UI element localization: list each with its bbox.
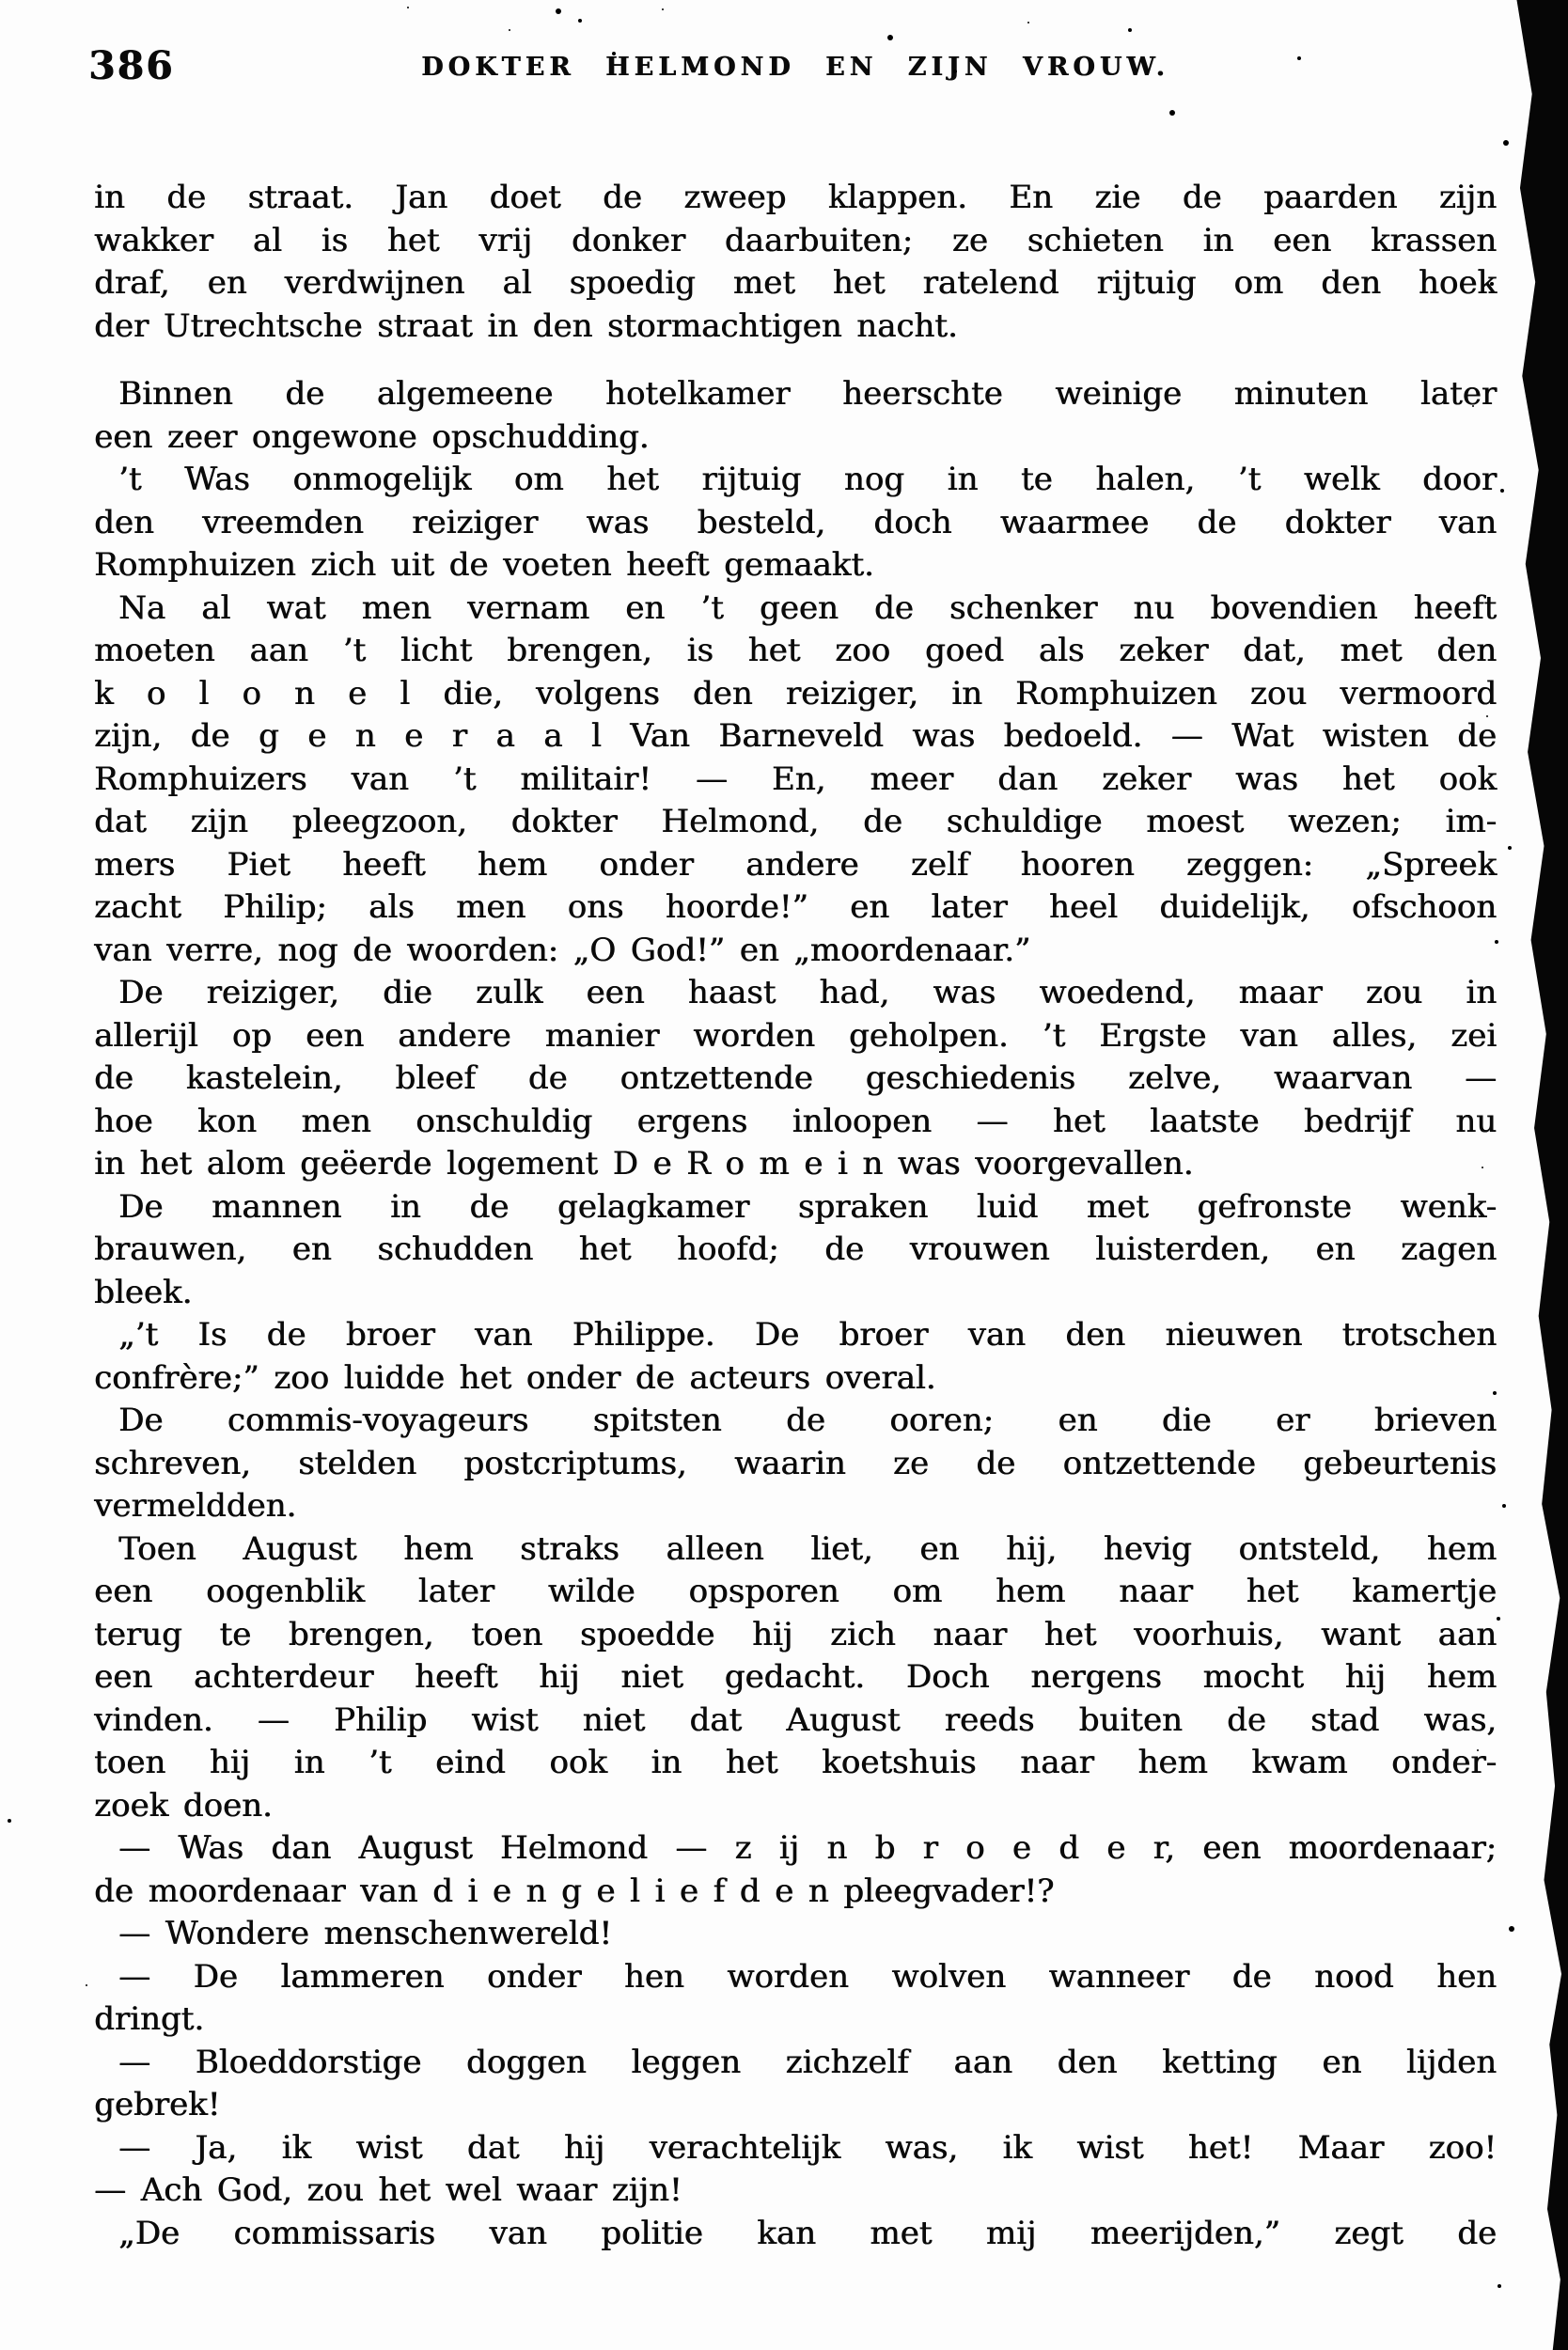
text-line: in het alom geëerde logement D e R o m e i n was voorgevallen. xyxy=(94,1145,1194,1183)
paragraph xyxy=(94,1314,1497,1400)
text-line: — Ja, ik wist dat hij verachtelijk was, ik wist het! Maar zoo! xyxy=(118,2128,1497,2167)
paragraph xyxy=(94,1528,1497,1828)
text-line: Toen August hem straks alleen liet, en hij, hevig ontsteld, hem xyxy=(118,1529,1497,1568)
body-text xyxy=(94,177,1497,2255)
text-line: De commis-voyageurs spitsten de ooren; en die er brieven xyxy=(118,1402,1497,1439)
paragraph xyxy=(94,1913,1497,1956)
text-line: confrère;” zoo luidde het onder de acteurs overal. xyxy=(94,1358,936,1397)
text-line: wakker al is het vrij donker daarbuiten; ze schieten in een krassen xyxy=(94,221,1497,259)
paragraph xyxy=(94,373,1497,459)
text-line: vinden. — Philip wist niet dat August reeds buiten de stad was, xyxy=(94,1700,1497,1739)
text-line: hoe kon men onschuldig ergens inloopen — het laatste bedrijf nu xyxy=(94,1102,1497,1140)
paragraph xyxy=(94,1827,1497,1913)
page-number: 386 xyxy=(88,43,175,88)
text-line: gebrek! xyxy=(94,2086,221,2123)
text-line: brauwen, en schudden het hoofd; de vrouwen luisterden, en zagen xyxy=(94,1230,1497,1268)
text-line: dat zijn pleegzoon, dokter Helmond, de schuldige moest wezen; im- xyxy=(94,803,1497,840)
paragraph xyxy=(94,2213,1497,2256)
text-line: mers Piet heeft hem onder andere zelf hooren zeggen: „Spreek xyxy=(94,845,1497,884)
text-line: Na al wat men vernam en ’t geen de schenker nu bovendien heeft xyxy=(118,588,1497,627)
text-line: bleek. xyxy=(94,1273,193,1311)
text-line: een oogenblik later wilde opsporen om hem naar het kamertje xyxy=(94,1573,1497,1610)
paragraph xyxy=(94,1956,1497,2042)
text-line: ’t Was onmogelijk om het rijtuig nog in te halen, ’t welk door xyxy=(118,461,1497,498)
text-line: de kastelein, bleef de ontzettende geschiedenis zelve, waarvan — xyxy=(94,1059,1497,1097)
paragraph xyxy=(94,2042,1497,2127)
paragraph xyxy=(94,972,1497,1186)
text-line: de moordenaar van d i e n g e l i e f d e n pleegvader!? xyxy=(94,1872,1055,1910)
text-line: Binnen de algemeene hotelkamer heerschte weinige minuten later xyxy=(118,375,1497,413)
paragraph xyxy=(94,2170,1497,2213)
text-line: draf, en verdwijnen al spoedig met het ratelend rijtuig om den hoek xyxy=(94,264,1497,302)
text-line: dringt. xyxy=(94,2000,205,2038)
scan-speckles xyxy=(0,0,4,4)
text-line: een zeer ongewone opschudding. xyxy=(94,417,650,456)
text-line: zacht Philip; als men ons hoorde!” en later heel duidelijk, ofschoon xyxy=(94,888,1497,926)
text-line: — Was dan August Helmond — z ij n b r o e d e r, een moordenaar; xyxy=(118,1829,1497,1867)
text-line: terug te brengen, toen spoedde hij zich naar het voorhuis, want aan xyxy=(94,1615,1497,1653)
text-line: in de straat. Jan doet de zweep klappen. En zie de paarden zijn xyxy=(94,179,1497,216)
text-line: vermeldden. xyxy=(94,1487,297,1525)
text-line: De mannen in de gelagkamer spraken luid met gefronste wenk- xyxy=(118,1187,1497,1226)
paragraph xyxy=(94,2127,1497,2170)
text-line: Romphuizen zich uit de voeten heeft gemaakt. xyxy=(94,546,874,584)
text-line: den vreemden reiziger was besteld, doch waarmee de dokter van xyxy=(94,503,1497,541)
text-line: van verre, nog de woorden: „O God!” en „moordenaar.” xyxy=(94,931,1031,969)
text-line: Romphuizers van ’t militair! — En, meer dan zeker was het ook xyxy=(94,760,1497,798)
text-line: — Wondere menschenwereld! xyxy=(118,1915,612,1952)
paragraph xyxy=(94,459,1497,588)
text-line: — De lammeren onder hen worden wolven wanneer de nood hen xyxy=(118,1957,1497,1996)
text-line: zoek doen. xyxy=(94,1786,273,1825)
scan-edge-artifact xyxy=(1513,0,1568,2350)
paragraph xyxy=(94,588,1497,973)
text-line: toen hij in ’t eind ook in het koetshuis naar hem kwam onder- xyxy=(94,1744,1497,1781)
paragraph xyxy=(94,177,1497,348)
text-line: — Bloeddorstige doggen leggen zichzelf aan den ketting en lijden xyxy=(118,2043,1497,2081)
text-line: „De commissaris van politie kan met mij meerijden,” zegt de xyxy=(118,2214,1497,2252)
text-line: allerijl op een andere manier worden geholpen. ’t Ergste van alles, zei xyxy=(94,1016,1497,1055)
text-line: — Ach God, zou het wel waar zijn! xyxy=(94,2171,682,2209)
text-line: schreven, stelden postcriptums, waarin ze de ontzettende gebeurtenis xyxy=(94,1444,1497,1482)
text-line: zijn, de g e n e r a a l Van Barneveld was bedoeld. — Wat wisten de xyxy=(94,717,1497,755)
text-line: een achterdeur heeft hij niet gedacht. Doch nergens mocht hij hem xyxy=(94,1658,1497,1696)
running-title: DOKTER HELMOND EN ZIJN VROUW. xyxy=(421,53,1169,82)
text-line: k o l o n e l die, volgens den reiziger, in Romphuizen zou vermoord xyxy=(94,674,1497,713)
paragraph xyxy=(94,1400,1497,1528)
text-line: moeten aan ’t licht brengen, is het zoo goed als zeker dat, met den xyxy=(94,632,1497,669)
paragraph xyxy=(94,1186,1497,1315)
text-line: „’t Is de broer van Philippe. De broer van den nieuwen trotschen xyxy=(118,1316,1497,1354)
text-line: der Utrechtsche straat in den stormachtigen nacht. xyxy=(94,306,958,345)
text-line: De reiziger, die zulk een haast had, was woedend, maar zou in xyxy=(118,974,1497,1011)
